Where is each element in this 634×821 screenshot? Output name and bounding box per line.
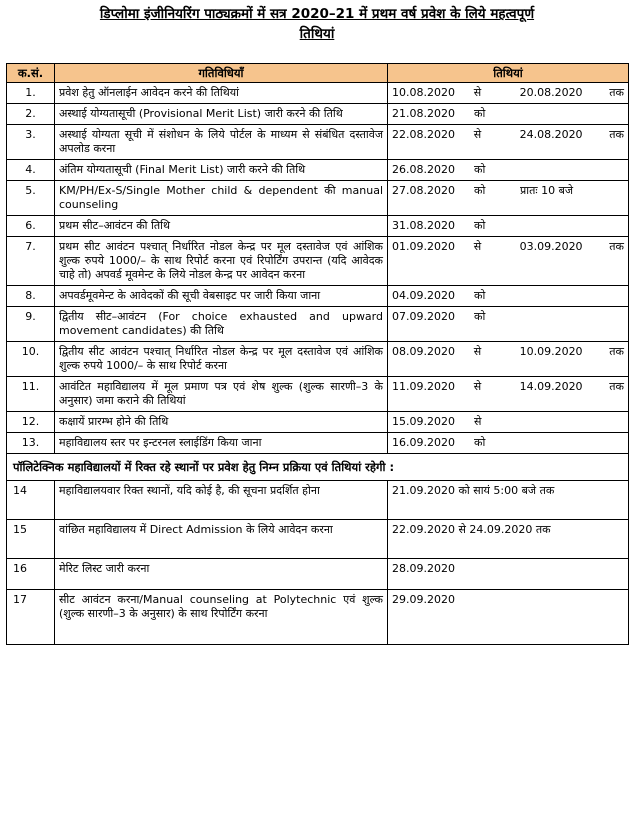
row-serial: 3. [7,125,55,160]
row-date-sep: से [473,380,482,393]
table-row [7,160,629,181]
row-serial: 14 [7,481,55,520]
row-date-end: तक [609,128,624,141]
table-row [7,216,629,237]
table-row [7,307,629,342]
row-date-sep: से [474,415,482,428]
row-date-from: 08.09.2020 [392,345,455,358]
table-row [7,104,629,125]
row-date-to: 10.09.2020 [519,345,583,358]
row-date-sep: को [474,163,486,176]
row-serial: 16 [7,559,55,590]
row-date-from: 11.09.2020 [392,380,455,393]
row-date-from: 27.08.2020 [392,184,455,197]
row-dates [388,433,629,454]
header-dates: तिथियां [388,64,629,83]
row-serial: 15 [7,520,55,559]
row-dates [388,125,629,160]
row-activity: प्रथम सीट–आवंटन की तिथि [55,216,388,237]
row-serial: 8. [7,286,55,307]
row-date-to [520,107,610,121]
row-serial: 7. [7,237,55,286]
row-serial: 12. [7,412,55,433]
row-dates [388,216,629,237]
row-activity: महाविद्यालय स्तर पर इन्टरनल स्लाईडिंग किया जाना [55,433,388,454]
row-date: 22.09.2020 से 24.09.2020 तक [388,520,629,559]
row-date-to: 03.09.2020 [519,240,583,253]
row-date-sep: से [473,345,482,358]
row-date-from: 01.09.2020 [392,240,455,253]
row-date-from: 04.09.2020 [392,289,455,302]
table-row [7,377,629,412]
row-date-end: तक [609,345,624,358]
table-row [7,433,629,454]
row-date-from: 21.08.2020 [392,107,455,120]
row-activity: प्रथम सीट आवंटन पश्चात् निर्धारित नोडल केन्द्र पर मूल दस्तावेज एवं आंशिक शुल्क रुपये 1000/– के साथ रिपोर्ट करना एवं रिपोर्टिंग उपरान्त (यदि आवेदक चाहे तो) अपवर्ड मूवमेन्ट के लिये नोडल केन्द्र पर आवेदन करना [55,237,388,286]
row-activity: अस्थाई योग्यता सूची में संशोधन के लिये पोर्टल के माध्यम से संबंधित दस्तावेज अपलोड करना [55,125,388,160]
row-activity: द्वितीय सीट–आवंटन (For choice exhausted and upward movement candidates) की तिथि [55,307,388,342]
row-date-from: 26.08.2020 [392,163,455,176]
row-activity: वांछित महाविद्यालय में Direct Admission के लिये आवेदन करना [55,520,388,559]
table-row [7,520,629,559]
row-activity: सीट आवंटन करना/Manual counseling at Polytechnic एवं शुल्क (शुल्क सारणी–3 के अनुसार) के साथ रिपोर्टिंग करना [55,590,388,645]
row-date-to [520,163,610,177]
row-activity: कक्षायें प्रारम्भ होने की तिथि [55,412,388,433]
row-serial: 11. [7,377,55,412]
table-row [7,83,629,104]
table-row [7,237,629,286]
row-activity: अस्थाई योग्यतासूची (Provisional Merit List) जारी करने की तिथि [55,104,388,125]
title-line-2: तिथियां [299,26,335,42]
row-date-end: तक [609,240,624,253]
row-serial: 13. [7,433,55,454]
row-serial: 6. [7,216,55,237]
row-date-sep: से [473,240,482,253]
row-activity: अपवर्डमूवमेन्ट के आवेदकों की सूची वेबसाइट पर जारी किया जाना [55,286,388,307]
row-dates [388,104,629,125]
row-date-sep: को [474,310,486,323]
row-dates [388,181,629,216]
schedule-table [6,63,629,645]
row-date-sep: को [474,436,486,449]
row-date-sep: को [474,289,486,302]
header-serial: क.सं. [7,64,55,83]
row-serial: 4. [7,160,55,181]
row-activity: मेरिट लिस्ट जारी करना [55,559,388,590]
row-date-end: तक [609,86,624,99]
row-date-end: तक [609,380,624,393]
row-dates [388,237,629,286]
row-dates [388,342,629,377]
row-date-from: 16.09.2020 [392,436,455,449]
row-serial: 1. [7,83,55,104]
table-row [7,412,629,433]
row-date-from: 15.09.2020 [392,415,455,428]
section-row [7,454,629,481]
row-date-to [520,310,610,324]
row-activity: द्वितीय सीट आवंटन पश्चात् निर्धारित नोडल केन्द्र पर मूल दस्तावेज एवं आंशिक शुल्क रुपये 1000/– के साथ रिपोर्ट करना [55,342,388,377]
row-activity: KM/PH/Ex-S/Single Mother child & dependent की manual counseling [55,181,388,216]
title-line-1: डिप्लोमा इंजीनियरिंग पाठ्यक्रमों में सत्र 2020–21 में प्रथम वर्ष प्रवेश के लिये महत्वपूर्ण [99,6,535,22]
table-row [7,125,629,160]
row-dates [388,160,629,181]
table-row [7,559,629,590]
row-date: 28.09.2020 [388,559,629,590]
row-dates [388,377,629,412]
row-activity: महाविद्यालयवार रिक्त स्थानों, यदि कोई है, की सूचना प्रदर्शित होना [55,481,388,520]
row-date-to [520,219,610,233]
row-serial: 5. [7,181,55,216]
row-date-from: 22.08.2020 [392,128,455,141]
row-serial: 10. [7,342,55,377]
row-date-sep: से [473,128,482,141]
row-activity: आवंटित महाविद्यालय में मूल प्रमाण पत्र एवं शेष शुल्क (शुल्क सारणी–3 के अनुसार) जमा कराने की तिथियां [55,377,388,412]
row-dates [388,412,629,433]
row-activity: प्रवेश हेतु ऑनलाईन आवेदन करने की तिथियां [55,83,388,104]
row-dates [388,286,629,307]
row-date-sep: को [474,107,486,120]
row-date-sep: से [473,86,482,99]
row-activity: अंतिम योग्यतासूची (Final Merit List) जारी करने की तिथि [55,160,388,181]
row-date-to: प्रातः 10 बजे [520,184,574,197]
table-row [7,590,629,645]
row-date-from: 10.08.2020 [392,86,455,99]
row-date: 21.09.2020 को सायं 5:00 बजे तक [388,481,629,520]
header-activities: गतिविधियाँ [55,64,388,83]
row-date-sep: को [474,219,486,232]
row-date-to: 14.09.2020 [519,380,583,393]
row-date-from: 31.08.2020 [392,219,455,232]
row-date-to [520,415,610,429]
row-dates [388,307,629,342]
row-serial: 17 [7,590,55,645]
row-dates [388,83,629,104]
section-heading: पॉलिटेक्निक महाविद्यालयों में रिक्त रहे स्थानों पर प्रवेश हेतु निम्न प्रक्रिया एवं तिथियां रहेगी : [7,454,629,481]
header-row [7,64,629,83]
row-date-to [520,436,610,450]
row-date-to: 24.08.2020 [519,128,583,141]
row-date-sep: को [474,184,486,197]
row-date-to: 20.08.2020 [519,86,583,99]
row-date-from: 07.09.2020 [392,310,455,323]
row-serial: 9. [7,307,55,342]
row-date: 29.09.2020 [388,590,629,645]
table-row [7,481,629,520]
table-row [7,181,629,216]
table-row [7,286,629,307]
page-title [0,0,634,44]
row-serial: 2. [7,104,55,125]
table-row [7,342,629,377]
row-date-to [520,289,610,303]
